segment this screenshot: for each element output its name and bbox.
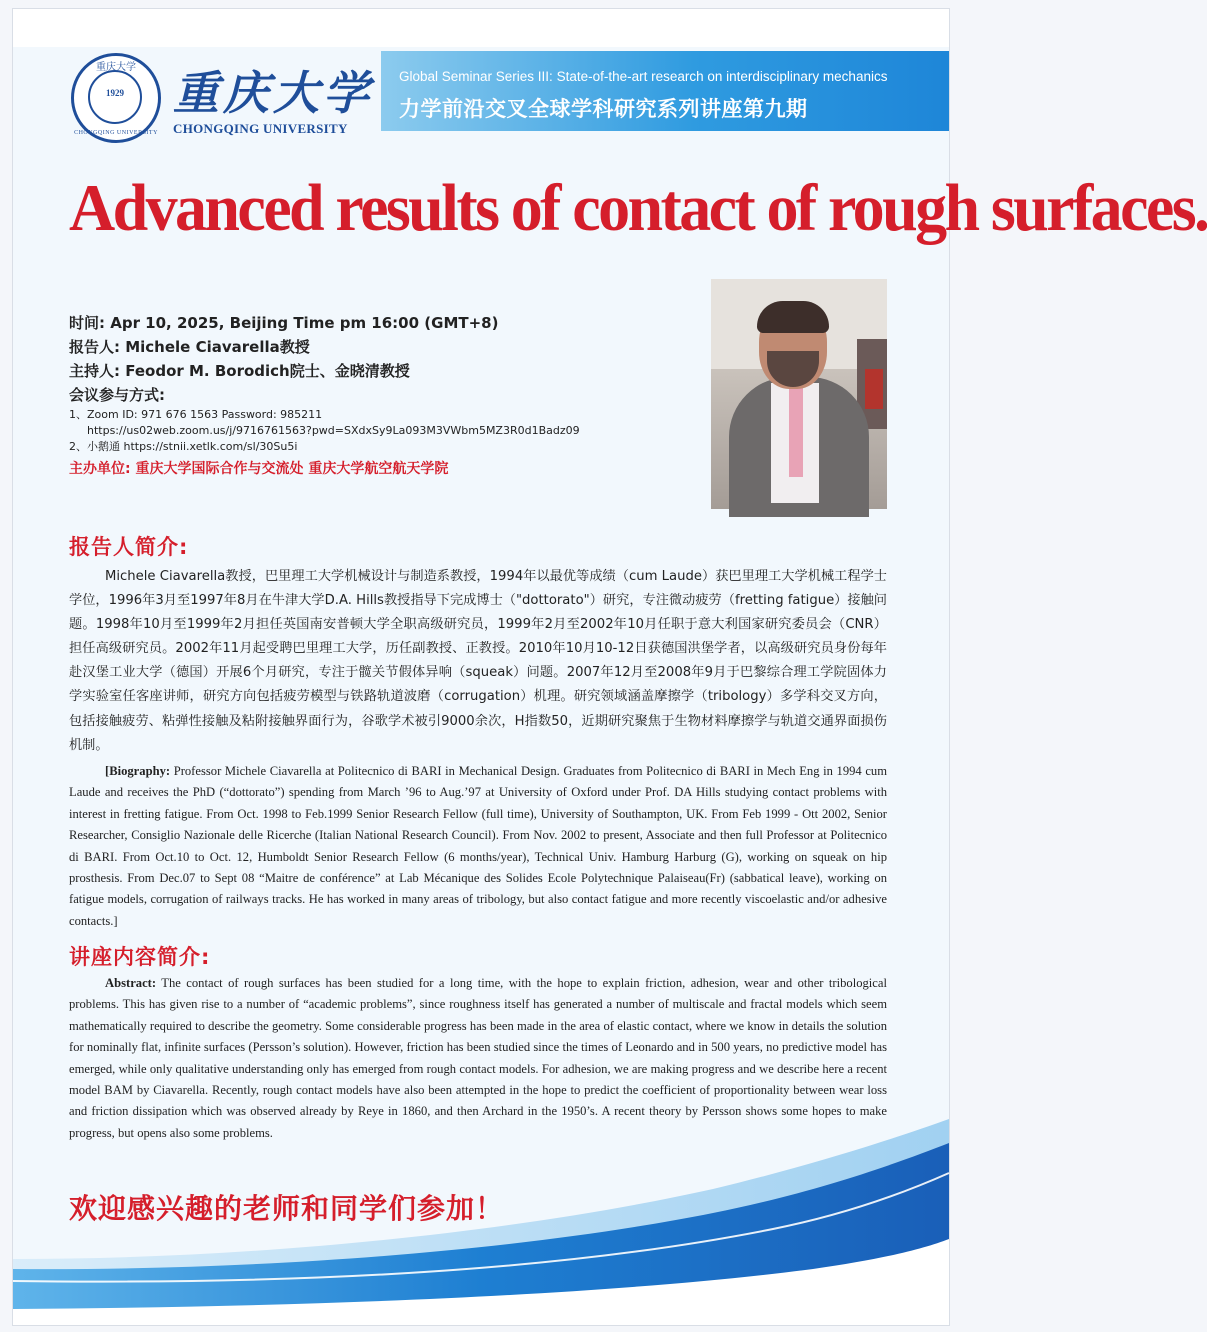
speaker-photo	[711, 279, 887, 509]
bio-cn: Michele Ciavarella教授，巴里理工大学机械设计与制造系教授，1994年以最优等成绩（cum Laude）获巴里理工大学机械工程学士学位，1996年3月至1997年8月在牛津大学D.A. Hills教授指导下完成博士（"dottorato"）研究，专注微动疲劳（fretting fatigue）接触问题。1998年10月至1999年2月担任英国南安普顿大学全职高级研究员，1999年2月至2002年10月任职于意大利国家研究委员会（CNR）担任高级研究员。2002年11月起受聘巴里理工大学，历任副教授、正教授。2010年10月10-12日获德国洪堡学者，以高级研究员身份每年赴汉堡工业大学（德国）开展6个月研究，专注于髋关节假体异响（squeak）问题。2007年12月至2008年9月于巴黎综合理工学院固体力学实验室任客座讲师，研究方向包括疲劳模型与铁路轨道波磨（corrugation）机理。研究领域涵盖摩擦学（tribology）多学科交叉方向，包括接触疲劳、粘弹性接触及粘附接触界面行为，谷歌学术被引9000余次，H指数50，近期研究聚焦于生物材料摩擦学与轨道交通界面损伤机制。	[69, 569, 887, 753]
seal-inner-ring	[88, 70, 142, 124]
zoom-credentials: 1、Zoom ID: 971 676 1563 Password: 985211	[69, 408, 323, 421]
event-info	[69, 311, 689, 481]
event-time: 时间: Apr 10, 2025, Beijing Time pm 16:00 (GMT+8)	[69, 314, 499, 332]
university-name-en: CHONGQING UNIVERSITY	[173, 121, 348, 136]
bio-en-text: Professor Michele Ciavarella at Politecnico di BARI in Mechanical Design. Graduates from Politecnico di BARI in Mech Eng in 1994 cum Laude and receives the PhD (“dottorato”) spending from March ’96 to Aug.’97 at University of Oxford under Prof. DA Hills studying contact problems with interest in fretting fatigue. From Oct. 1998 to Feb.1999 Senior Research Fellow (full time), University of Southampton, UK. From Feb 1999 - Ott 2002, Senior Researcher, Consiglio Nazionale delle Ricerche (Italian National Research Council). From Nov. 2002 to present, Associate and then full Professor at Politecnico di BARI. From Oct.10 to Oct. 12, Humboldt Senior Research Fellow (6 months/year), Technical Univ. Hamburg Harburg (G), working on squeak on hip prosthesis. From Dec.07 to Sept 08 “Maitre de conférence” at Lab Mécanique des Solides Ecole Polytechnique Palaiseau(Fr) (sabbatical leave), working on fatigue models, corrugation of railways tracks. He has worked in many areas of tribology, but also contact fatigue and more recently viscoelastic and/or adhesive contacts.]	[69, 764, 887, 928]
university-name-cn: 重庆大学	[173, 66, 373, 120]
organizer: 主办单位: 重庆大学国际合作与交流处 重庆大学航空航天学院	[69, 461, 449, 477]
zoom-link[interactable]: https://us02web.zoom.us/j/9716761563?pwd=SXdxSy9La093M3VWbm5MZ3R0d1Badz09	[87, 424, 580, 437]
seal-year: 1929	[106, 88, 124, 98]
photo-red-book	[865, 369, 883, 409]
abstract-text: The contact of rough surfaces has been studied for a long time, with the hope to explain friction, adhesion, wear and other tribological problems. This has given rise to a number of “academic problems”, since roughness itself has generated a number of multiscale and fractal models which seem mathematically required to describe the geometry. Some considerable progress has been made in the area of elastic contact, where we know in details the solution for nominally flat, infinite surfaces (Persson’s solution). However, friction has been studied since the times of Leonardo and in 500 years, no predictive model has emerged, while only qualitative understanding only has emerged from rough contact models. For adhesion, we are making progress and we describe here a recent model BAM by Ciavarella. Recently, rough contact models have also been attempted in the hope to predict the coefficient of proportionality between wear loss and friction dissipation which was observed already by Reye in 1860, and then Archard in the 1950’s. A recent theory by Persson shows some hopes to make progress, but opens also some problems.	[69, 976, 887, 1140]
seal-text: CHONGQING UNIVERSITY	[74, 130, 158, 136]
bio-en	[69, 761, 887, 932]
poster	[12, 8, 1207, 1326]
series-title-cn: 力学前沿交叉全球学科研究系列讲座第九期	[399, 97, 808, 121]
xiaoetong-link[interactable]: 2、小鹅通 https://stnii.xetlk.com/sl/30Su5i	[69, 440, 298, 453]
abstract-heading: 讲座内容简介:	[69, 945, 211, 969]
top-margin	[13, 9, 949, 47]
event-host: 主持人: Feodor M. Borodich院士、金晓清教授	[69, 362, 410, 380]
university-seal-logo	[71, 53, 161, 143]
bio-heading: 报告人简介:	[69, 535, 189, 559]
event-speaker: 报告人: Michele Ciavarella教授	[69, 338, 310, 356]
series-banner	[381, 51, 949, 131]
participation-label: 会议参与方式:	[69, 386, 165, 404]
photo-hair	[757, 301, 829, 333]
seal-mark: 重庆大学	[96, 62, 136, 73]
series-title-en: Global Seminar Series III: State-of-the-art research on interdisciplinary mechanics	[399, 69, 888, 84]
photo-tie	[789, 387, 803, 477]
abstract-label: Abstract:	[105, 976, 157, 990]
lecture-title: Advanced results of contact of rough surfaces.	[69, 170, 1207, 245]
welcome-message: 欢迎感兴趣的老师和同学们参加！	[69, 1192, 505, 1225]
bio-en-label: [Biography:	[105, 764, 171, 778]
